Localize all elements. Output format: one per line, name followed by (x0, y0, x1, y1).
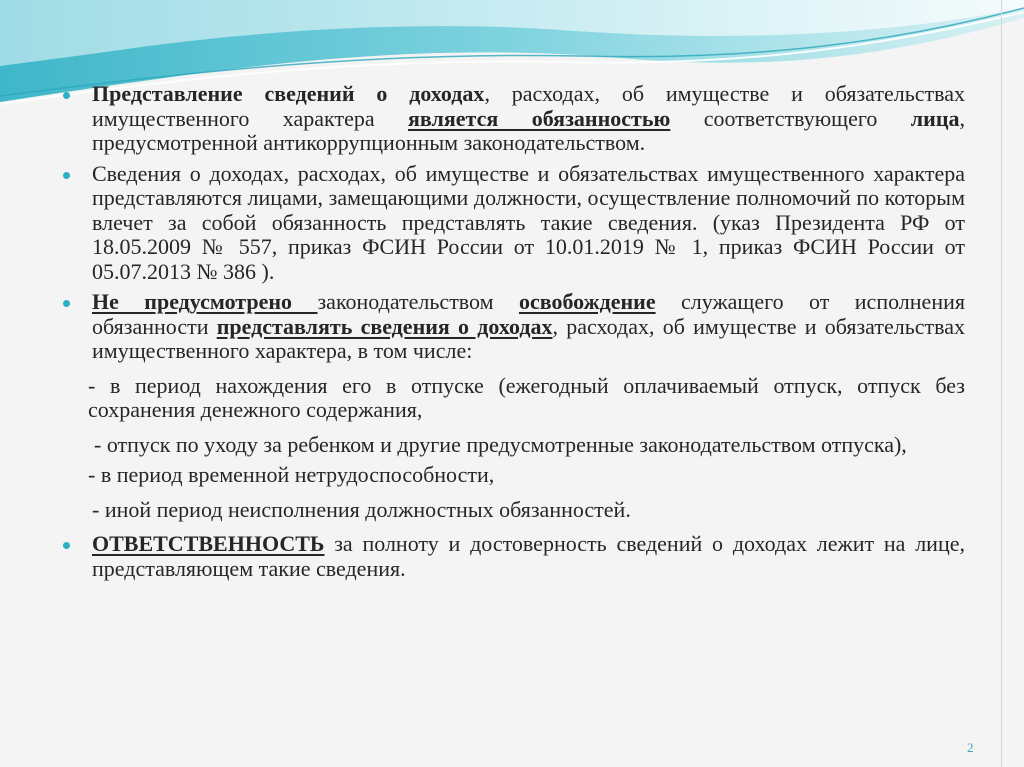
sub-list-item: - отпуск по уходу за ребенком и другие предусмотренные законодательством отпуска), (94, 431, 907, 457)
right-border-line (1001, 0, 1002, 767)
bullet-item (60, 82, 965, 156)
text-run: за полноту и достоверность сведений о доходах лежит на лице, представляющем такие сведения. (92, 531, 965, 581)
text-run: соответствующего (670, 105, 911, 131)
bullet-item (60, 532, 965, 581)
text-run-emphasis: представлять сведения о доходах (216, 313, 553, 339)
slide-body (60, 82, 965, 581)
text-run: законодательством (317, 289, 519, 314)
bullet-item (60, 162, 965, 285)
bullet-item (60, 290, 965, 364)
text-run-emphasis: Не предусмотрено (92, 289, 318, 314)
sub-list-item: - в период нахождения его в отпуске (ежегодный оплачиваемый отпуск, отпуск без сохранения денежного содержания, (88, 372, 965, 422)
text-run: служащего от исполнения обязанности (92, 289, 965, 339)
bullet-dot-icon (63, 300, 70, 307)
text-run: , расходах, об имуществе и обязательствах имущественного характера (92, 81, 966, 131)
text-run-emphasis: является обязанностью (408, 105, 671, 131)
text-run: лица (910, 105, 960, 131)
bullet-dot-icon (63, 92, 70, 99)
text-run: Представление сведений о доходах (92, 81, 485, 106)
sub-list-item: - иной период неисполнения должностных обязанностей. (92, 496, 631, 522)
text-run: , расходах, об имуществе и обязательствах имущественного характера, в том числе: (92, 313, 966, 363)
bullet-dot-icon (63, 172, 70, 179)
text-run: Сведения о доходах, расходах, об имуществе и обязательствах имущественного характера представляются лицами, замещающими должности, осуществление полномочий по которым влечет за собой обязанность представлять такие сведения. (указ Президента РФ от 18.05.2009 № 557, приказ ФСИН России от 10.01.2019 № 1, приказ ФСИН России от 05.07.2013 № 386 ). (92, 160, 965, 284)
text-run-emphasis: освобождение (518, 289, 656, 314)
bullet-dot-icon (63, 542, 70, 549)
page-number: 2 (967, 740, 974, 755)
text-run: , предусмотренной антикоррупционным законодательством. (92, 105, 965, 155)
sub-list-item: - в период временной нетрудоспособности, (88, 462, 495, 487)
text-run-emphasis: ОТВЕТСТВЕННОСТЬ (92, 531, 325, 556)
